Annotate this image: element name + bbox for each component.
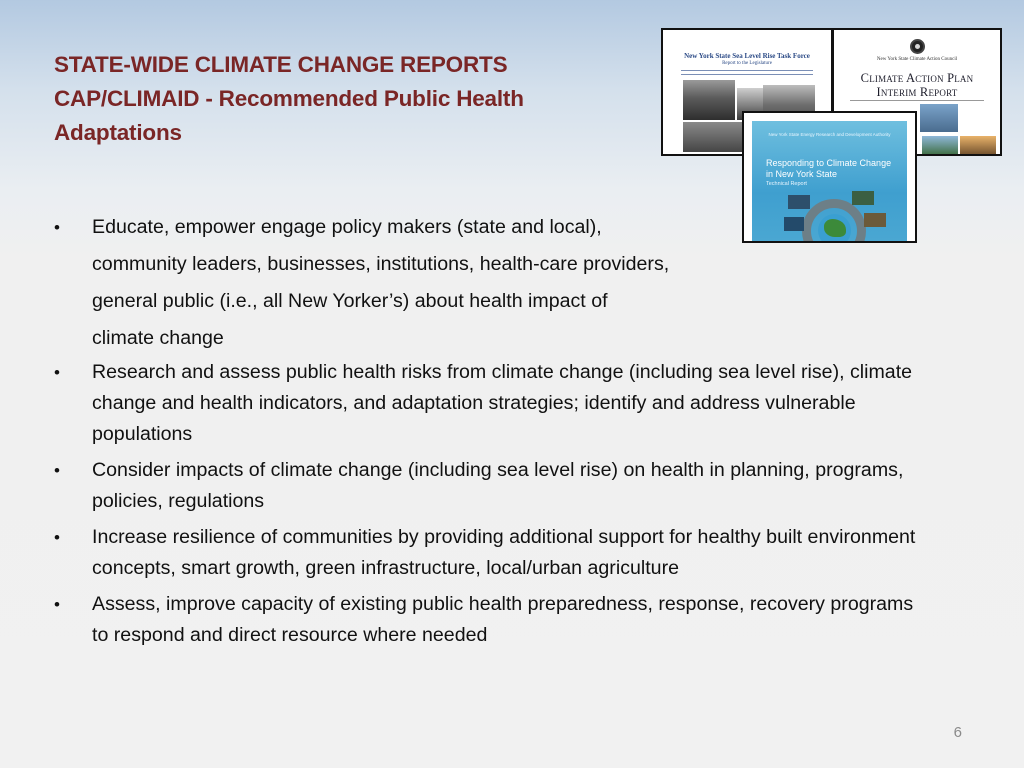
climaid-title: [766, 158, 891, 180]
city-photo: [920, 104, 958, 132]
list-item: [54, 589, 934, 651]
sea-level-report-title: New York State Sea Level Rise Task Force: [684, 52, 810, 60]
list-item-text: Assess, improve capacity of existing public health preparedness, response, recovery programs to respond and direct resource where needed: [92, 593, 914, 646]
waterfront-photo: [683, 80, 735, 120]
bullet-marker: •: [54, 218, 60, 237]
climaid-title-line-1: Responding to Climate Change: [766, 158, 892, 168]
state-seal-icon: [910, 39, 925, 54]
list-item: [54, 209, 934, 357]
climate-action-plan-title: [838, 71, 996, 99]
list-item: [54, 522, 934, 584]
bullet-marker: •: [54, 595, 60, 614]
title-line-2: CAP/CLIMAID - Recommended Public Health: [54, 86, 524, 111]
page-number: 6: [953, 724, 962, 741]
sea-level-report-subtitle: Report to the Legislature: [722, 61, 772, 66]
climate-action-council-label: New York State Climate Action Council: [876, 57, 958, 62]
sector-photo: [788, 195, 810, 209]
cover-rule: [850, 100, 984, 101]
landscape-photo: [922, 136, 958, 156]
list-item-line: Educate, empower engage policy makers (state and local),: [92, 216, 602, 238]
cap-title-line-1: Climate Action Plan: [860, 71, 974, 85]
bullet-marker: •: [54, 461, 60, 480]
cap-title-line-2: Interim Report: [876, 85, 958, 99]
list-item: [54, 455, 934, 517]
cover-rule: [681, 74, 813, 75]
nyserda-header: New York State Energy Research and Development Authority: [768, 132, 891, 137]
title-line-3: Adaptations: [54, 120, 182, 145]
list-item-text: Increase resilience of communities by providing additional support for healthy built environment concepts, smart growth, green infrastructure, local/urban agriculture: [92, 526, 916, 579]
bullet-marker: •: [54, 528, 60, 547]
list-item-text: Consider impacts of climate change (including sea level rise) on health in planning, programs, policies, regulations: [92, 459, 904, 512]
list-item-line: general public (i.e., all New Yorker’s) about health impact of: [92, 290, 608, 312]
climaid-subtitle: Technical Report: [766, 181, 807, 187]
cover-rule: [681, 70, 813, 71]
list-item-text: Research and assess public health risks from climate change (including sea level rise), climate change and health indicators, and adaptation strategies; identify and address vulnerable populations: [92, 361, 913, 445]
bullet-marker: •: [54, 363, 60, 382]
title-line-1: STATE-WIDE CLIMATE CHANGE REPORTS: [54, 52, 508, 77]
storm-surge-photo: [683, 122, 743, 152]
sunset-photo: [960, 136, 996, 156]
list-item-line: community leaders, businesses, institutions, health-care providers,: [92, 253, 670, 275]
adaptation-list: [54, 209, 934, 651]
list-item-line: climate change: [92, 327, 224, 349]
sector-photo: [852, 191, 874, 205]
list-item: [54, 357, 934, 450]
climaid-title-line-2: in New York State: [766, 169, 838, 179]
